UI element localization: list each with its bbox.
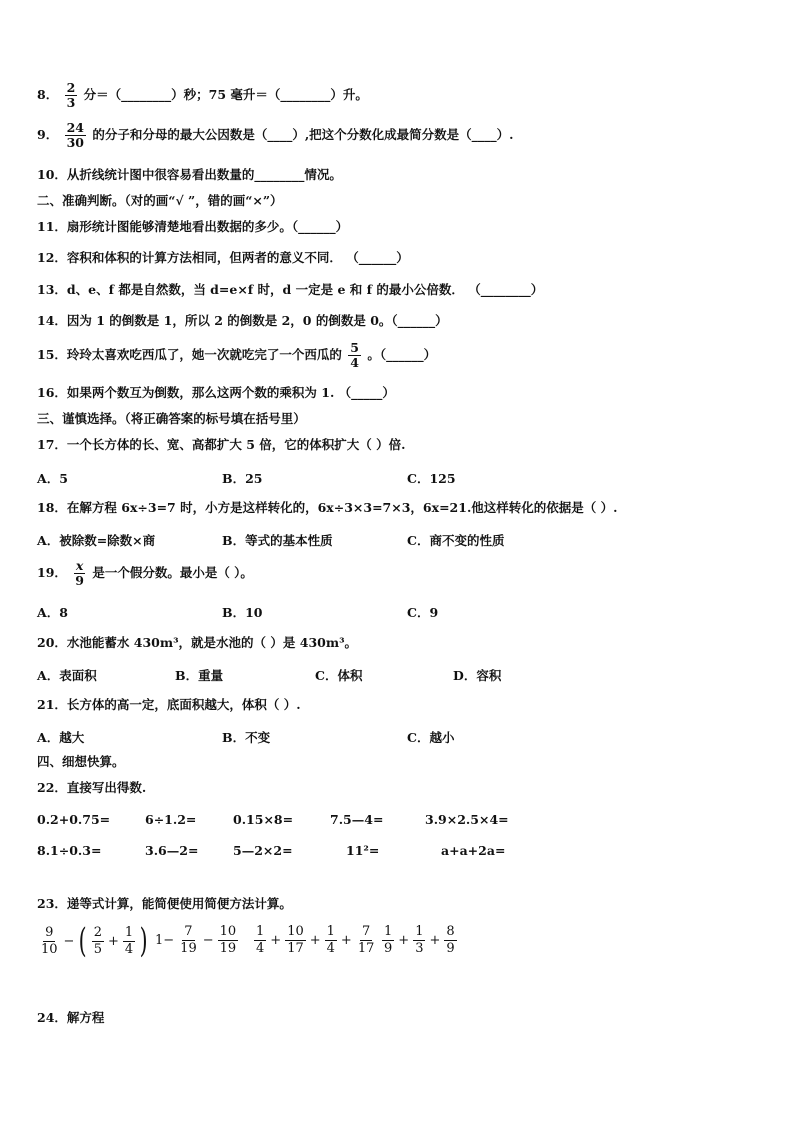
section-2-heading: 二、准确判断。（对的画“√ ”，错的画“×”） bbox=[37, 193, 283, 208]
question-11: 11．扇形统计图能够清楚地看出数据的多少。（______） bbox=[37, 219, 349, 234]
question-number: 9． bbox=[37, 127, 59, 142]
question-8 bbox=[37, 81, 368, 110]
calc-item: 3.9×2.5×4= bbox=[425, 812, 509, 827]
question-13: 13．d、e、f 都是自然数，当 d=e×f 时，d 一定是 e 和 f 的最小公倍数． （________） bbox=[37, 282, 544, 297]
option-b: B．10 bbox=[222, 605, 263, 620]
question-text: 分＝（________）秒；75 毫升＝（________）升。 bbox=[83, 87, 368, 102]
question-19 bbox=[37, 559, 253, 588]
expression-3: $\frac{1}{4}$ + $\frac{10}{17}$ + $\frac{1}{4}$ + $\frac{7}{17}$ bbox=[256, 924, 375, 956]
question-number: 8． bbox=[37, 87, 59, 102]
calc-item: 7.5—4= bbox=[330, 812, 384, 827]
option-a: A．被除数=除数×商 bbox=[37, 533, 156, 548]
calc-item: 11²= bbox=[346, 843, 380, 858]
section-4-heading: 四、细想快算。 bbox=[37, 754, 125, 769]
question-10: 10．从折线统计图中很容易看出数量的________情况。 bbox=[37, 167, 342, 182]
question-text: 是一个假分数。最小是（ ）。 bbox=[92, 565, 253, 580]
question-22: 22．直接写出得数. bbox=[37, 780, 147, 795]
calc-item: a+a+2a= bbox=[441, 843, 506, 858]
option-b: B．重量 bbox=[175, 668, 224, 683]
option-c: C．体积 bbox=[315, 668, 363, 683]
option-b: B．不变 bbox=[222, 730, 271, 745]
question-15 bbox=[37, 341, 436, 370]
fraction: $\frac{5}{4}$ bbox=[350, 340, 359, 370]
option-b: B．等式的基本性质 bbox=[222, 533, 333, 548]
option-c: C．9 bbox=[407, 605, 439, 620]
question-9 bbox=[37, 121, 514, 150]
question-12: 12．容积和体积的计算方法相同，但两者的意义不同． （______） bbox=[37, 250, 409, 265]
calc-item: 0.2+0.75= bbox=[37, 812, 111, 827]
question-16: 16．如果两个数互为倒数，那么这两个数的乘积为 1. （_____） bbox=[37, 385, 395, 400]
question-text: 的分子和分母的最大公因数是（____）,把这个分数化成最简分数是（____）. bbox=[92, 127, 514, 142]
question-24: 24．解方程 bbox=[37, 1010, 105, 1025]
option-a: A．越大 bbox=[37, 730, 85, 745]
section-3-heading: 三、谨慎选择。（将正确答案的标号填在括号里） bbox=[37, 411, 306, 426]
option-c: C．越小 bbox=[407, 730, 455, 745]
calc-item: 5—2×2= bbox=[233, 843, 293, 858]
question-20: 20．水池能蓄水 430m³，就是水池的（ ）是 430m³。 bbox=[37, 635, 358, 650]
fraction: $\frac{2}{3}$ bbox=[66, 80, 76, 110]
calc-item: 6÷1.2= bbox=[145, 812, 197, 827]
option-c: C．商不变的性质 bbox=[407, 533, 505, 548]
question-tail: 。（______） bbox=[367, 347, 437, 362]
option-a: A．表面积 bbox=[37, 668, 97, 683]
question-number: 19． bbox=[37, 565, 67, 580]
fraction: $\frac{24}{30}$ bbox=[66, 120, 84, 150]
option-d: D．容积 bbox=[453, 668, 502, 683]
question-17: 17．一个长方体的长、宽、高都扩大 5 倍，它的体积扩大（ ）倍. bbox=[37, 437, 406, 452]
option-a: A．8 bbox=[37, 605, 68, 620]
calc-item: 0.15×8= bbox=[233, 812, 294, 827]
question-18: 18．在解方程 6x÷3=7 时，小方是这样转化的，6x÷3×3=7×3，6x=21.他这样转化的依据是（ ）. bbox=[37, 500, 618, 515]
expression-1: $\frac{9}{10}$ − ( $\frac{2}{5}$ + $\frac{1}{4}$ ) bbox=[41, 921, 148, 961]
expression-2: 1− $\frac{7}{19}$ − $\frac{10}{19}$ bbox=[155, 924, 237, 956]
option-c: C．125 bbox=[407, 471, 456, 486]
calc-item: 3.6—2= bbox=[145, 843, 199, 858]
question-14: 14．因为 1 的倒数是 1，所以 2 的倒数是 2，0 的倒数是 0。（______） bbox=[37, 313, 448, 328]
expression-4: $\frac{1}{9}$ + $\frac{1}{3}$ + $\frac{8}{9}$ bbox=[384, 924, 455, 956]
calc-item: 8.1÷0.3= bbox=[37, 843, 102, 858]
fraction: $\frac{x}{9}$ bbox=[75, 558, 84, 588]
question-21: 21．长方体的高一定，底面积越大，体积（ ）. bbox=[37, 697, 301, 712]
question-23: 23．递等式计算，能简便使用简便方法计算。 bbox=[37, 896, 292, 911]
option-a: A．5 bbox=[37, 471, 68, 486]
question-text: 15．玲玲太喜欢吃西瓜了，她一次就吃完了一个西瓜的 bbox=[37, 347, 342, 362]
option-b: B．25 bbox=[222, 471, 263, 486]
